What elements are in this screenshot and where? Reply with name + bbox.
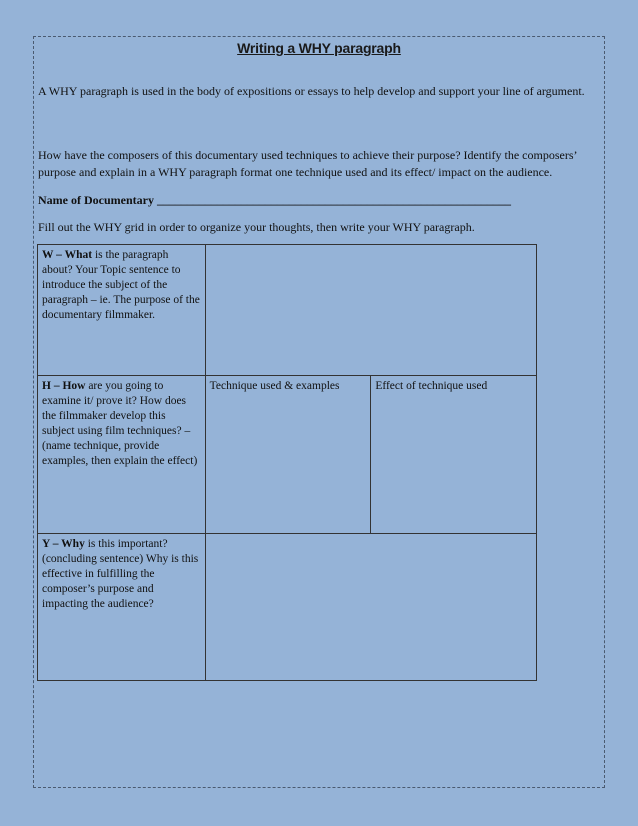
what-row	[38, 245, 537, 376]
how-row	[38, 375, 537, 533]
instruction-paragraph: Fill out the WHY grid in order to organize your thoughts, then write your WHY paragraph.	[38, 220, 475, 234]
technique-cell[interactable]	[205, 375, 371, 533]
why-prompt-cell	[38, 533, 206, 680]
what-prompt-cell	[38, 245, 206, 376]
how-text: are you going to examine it/ prove it? How does the filmmaker develop this subject using film techniques? –(name technique, provide examples, then explain the effect)	[42, 379, 198, 467]
what-text: is the paragraph about? Your Topic sentence to introduce the subject of the paragraph – ie. The purpose of the documentary filmmaker.	[42, 249, 200, 321]
intro-paragraph: A WHY paragraph is used in the body of expositions or essays to help develop and support your line of argument.	[38, 84, 585, 98]
why-grid	[37, 244, 537, 681]
what-lead: W – What	[42, 249, 93, 261]
document-title: Writing a WHY paragraph	[237, 40, 401, 56]
technique-header: Technique used & examples	[209, 379, 340, 392]
how-prompt-cell	[38, 375, 206, 533]
why-lead: Y – Why	[42, 537, 85, 550]
question-paragraph: How have the composers of this documentary used techniques to achieve their purpose? Identify the composers’ purpose and explain in a WHY paragraph format one technique used and its effect/ impact on the audience.	[38, 148, 577, 179]
how-lead: H – How	[42, 379, 86, 392]
why-answer-cell[interactable]	[205, 533, 536, 680]
why-text: is this important? (concluding sentence) Why is this effective in fulfilling the composer’s purpose and impacting the audience?	[42, 537, 199, 610]
effect-cell[interactable]	[371, 375, 537, 533]
effect-header: Effect of technique used	[375, 379, 488, 392]
documentary-name-field[interactable]: Name of Documentary ___________________________________________________________	[38, 193, 511, 207]
why-row	[38, 533, 537, 680]
what-answer-cell[interactable]	[205, 245, 536, 376]
